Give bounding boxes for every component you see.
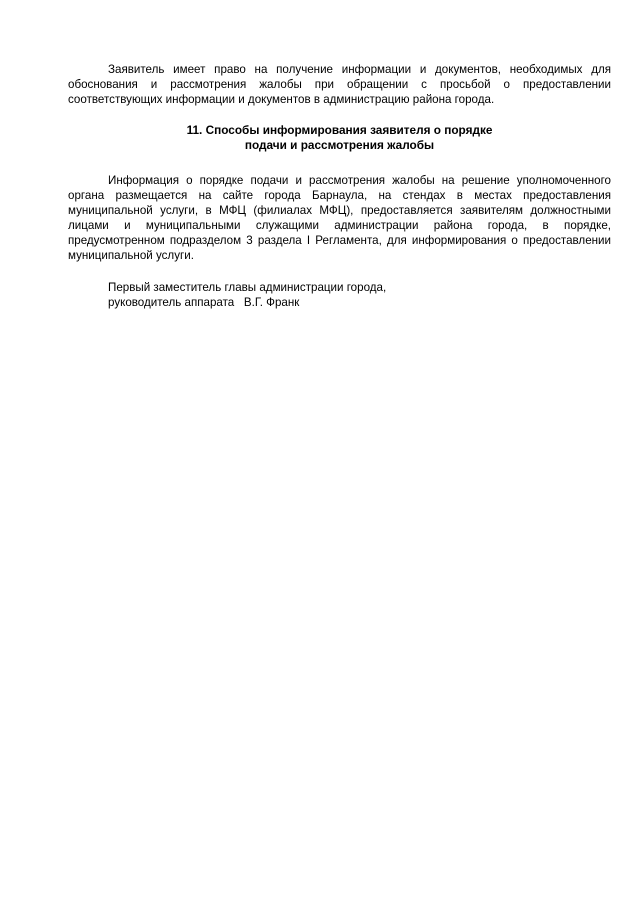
- paragraph-information-placement: Информация о порядке подачи и рассмотрения жалобы на решение уполномоченного органа размещается на сайте города Барнаула, на стендах в местах предоставления муниципальной услуги, в МФЦ (филиалах МФЦ), предоставляется заявителям должностными лицами и муниципальными служащими администрации района города, в порядке, предусмотренном подразделом 3 раздела I Регламента, для информирования о предоставлении муниципальной услуги.: [68, 174, 611, 262]
- signature-position: Первый заместитель главы администрации города,: [108, 281, 387, 294]
- signature-block: [68, 280, 611, 310]
- paragraph-applicant-rights: Заявитель имеет право на получение информации и документов, необходимых для обоснования и рассмотрения жалобы при обращении с просьбой о предоставлении соответствующих информации и документов в администрацию района города.: [68, 63, 611, 106]
- section-heading: [68, 123, 611, 153]
- signature-name: руководитель аппарата В.Г. Франк: [108, 296, 300, 309]
- document-body: [68, 62, 611, 310]
- section-heading-line-2: подачи и рассмотрения жалобы: [244, 138, 435, 152]
- section-heading-line-1: 11. Способы информирования заявителя о порядке: [186, 123, 493, 137]
